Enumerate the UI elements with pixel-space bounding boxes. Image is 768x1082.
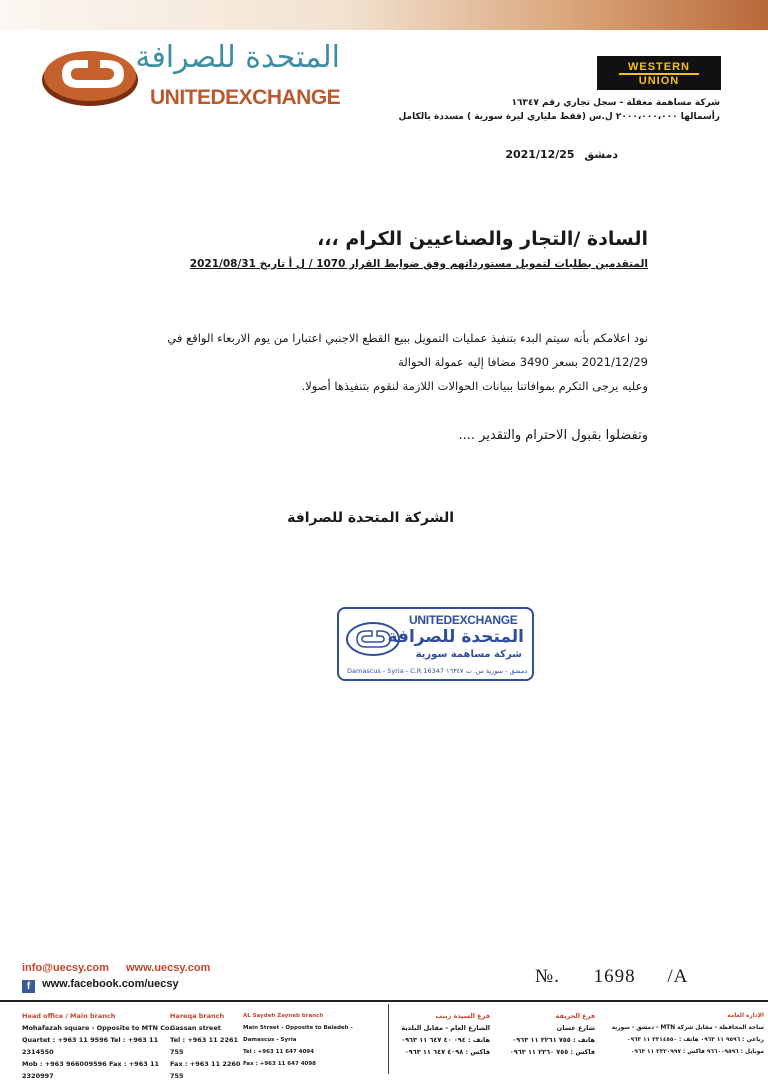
salutation: السادة /التجار والصناعيين الكرام ،،، [317, 228, 648, 250]
doc-no-suffix: /A [667, 966, 689, 987]
brand-name-english: UNITEDEXCHANGE [150, 86, 341, 109]
branch-heading: Hareqa branch [170, 1012, 225, 1020]
branch-line: هاتف : ٧٥٥ ٢٢٦١ ١١ ٠٩٦٣ [512, 1036, 595, 1044]
stamp-name-english: UNITEDEXCHANGE [409, 613, 518, 627]
branch-line: Mohafazah square - Opposite to MTN Co. [22, 1024, 172, 1032]
closing-line: وتفضلوا بقبول الاحترام والتقدير .... [458, 428, 648, 443]
branch-line: Tel : +963 11 647 4094 [243, 1049, 314, 1055]
brand-name-arabic: المتحدة للصرافة [135, 40, 340, 75]
footer-head-office-en [22, 1010, 182, 1082]
footer-head-office-ar [598, 1010, 764, 1058]
body-line-1: نود اعلامكم بأنه سيتم البدء بتنفيذ عمليات التمويل ببيع القطع الاجنبي اعتبارا من يوم الاربعاء الواقع في [167, 331, 648, 345]
footer-hareqa-en [170, 1010, 242, 1082]
branch-heading: Head office / Main branch [22, 1012, 116, 1020]
doc-no-label: №. [535, 966, 560, 987]
facebook-url: www.facebook.com/uecsy [42, 978, 179, 990]
date-value: 2021/12/25 [505, 148, 575, 161]
branch-line: Tel : +963 11 2261 755 [170, 1036, 239, 1056]
branch-line: شارع غسان [556, 1024, 595, 1032]
letter-subject: المتقدمين بطلبات لتمويل مستورداتهم وفق ضوابط القرار 1070 / ل أ تاريخ 2021/08/31 [189, 258, 648, 270]
branch-line: ساحة المحافظة - مقابل شركة MTN - دمشق - سورية [611, 1025, 764, 1031]
facebook-link[interactable] [22, 978, 179, 993]
branch-heading: فرع السيدة زينب [435, 1012, 490, 1020]
footer-saydeh-zayneb-en [243, 1010, 383, 1070]
branch-line: Mob : +963 966009596 Fax : +963 11 2320997 [22, 1060, 160, 1080]
document-number [535, 966, 688, 988]
footer-divider [0, 1000, 768, 1002]
branch-line: فاكس : ٤٠٩٨ ٦٤٧ ١١ ٠٩٦٣ [404, 1048, 490, 1056]
branch-line: Quartet : +963 11 9596 Tel : +963 11 2314550 [22, 1036, 159, 1056]
stamp-company-type: شركة مساهمة سورية [415, 649, 522, 660]
stamp-address: Damascus - Syria - C.R 16347 دمشق - سورية س. ت ١٦٣٤٧ [347, 667, 528, 675]
footer-saydeh-zayneb-ar [390, 1010, 490, 1058]
body-line-3: وعليه يرجى التكرم بموافاتنا ببيانات الحوالات اللازمة لنقوم بتنفيذها أصولا. [301, 379, 648, 393]
website-link[interactable]: www.uecsy.com [126, 962, 211, 974]
date-city: دمشق [584, 148, 618, 161]
branch-line: موبايل : ٩٦٦٠٠٩٥٩٦ فاكس : ٢٣٢٠٩٩٧ ١١ ٠٩٦٣ [630, 1049, 764, 1055]
email-link[interactable]: info@uecsy.com [22, 962, 109, 974]
letter-date [505, 148, 618, 161]
company-registration [360, 96, 720, 124]
wu-line1: WESTERN [628, 61, 690, 73]
letter-body [128, 326, 648, 398]
wu-line2: UNION [638, 75, 680, 87]
registration-line: شركة مساهمة مغفلة - سجل تجاري رقم ١٦٣٤٧ [511, 98, 720, 108]
branch-line: Gassan street [170, 1024, 221, 1032]
contact-links [22, 962, 224, 974]
western-union-logo [597, 56, 721, 90]
footer-column-divider [388, 1004, 389, 1074]
branch-heading: الإدارة العامة [727, 1013, 764, 1019]
doc-no-value: 1698 [593, 966, 636, 987]
facebook-icon: f [22, 980, 35, 993]
branch-heading: AL Saydeh Zayneb branch [243, 1013, 324, 1019]
branch-line: رباعي : ٩٥٩٦ ١١ ٠٩٦٣ هاتف : ٢٣١٤٥٥٠ ١١ ٠٩٦٣ [626, 1037, 764, 1043]
signature-company: الشركة المتحدة للصرافة [287, 510, 454, 526]
footer-hareqa-ar [495, 1010, 595, 1058]
letterhead-gradient-bar [0, 0, 768, 30]
branch-line: الشارع العام - مقابل البلدية [401, 1024, 490, 1032]
united-exchange-logo [40, 44, 140, 110]
branch-line: هاتف : ٠٩٤ ٤٠ ٦٤٧ ١١ ٠٩٦٣ [401, 1036, 490, 1044]
branch-line: فاكس : ٧٥٥ ٢٢٦٠ ١١ ٠٩٦٣ [509, 1048, 595, 1056]
branch-heading: فرع الحريقة [555, 1012, 595, 1020]
body-line-2: 2021/12/29 بسعر 3490 مضافا إليه عمولة الحوالة [398, 355, 648, 369]
branch-line: Main Street - Opposite to Baladeh - Damascus - Syria [243, 1025, 353, 1043]
capital-line: رأسمالها ٢٠٠٠،٠٠٠،٠٠٠ ل.س (فقط ملياري ليرة سورية ) مسددة بالكامل [398, 112, 720, 122]
stamp-name-arabic: المتحدة للصرافة [387, 627, 524, 647]
company-stamp [337, 607, 534, 681]
branch-line: Fax : +963 11 647 4098 [243, 1061, 316, 1067]
branch-line: Fax : +963 11 2260 755 [170, 1060, 241, 1080]
